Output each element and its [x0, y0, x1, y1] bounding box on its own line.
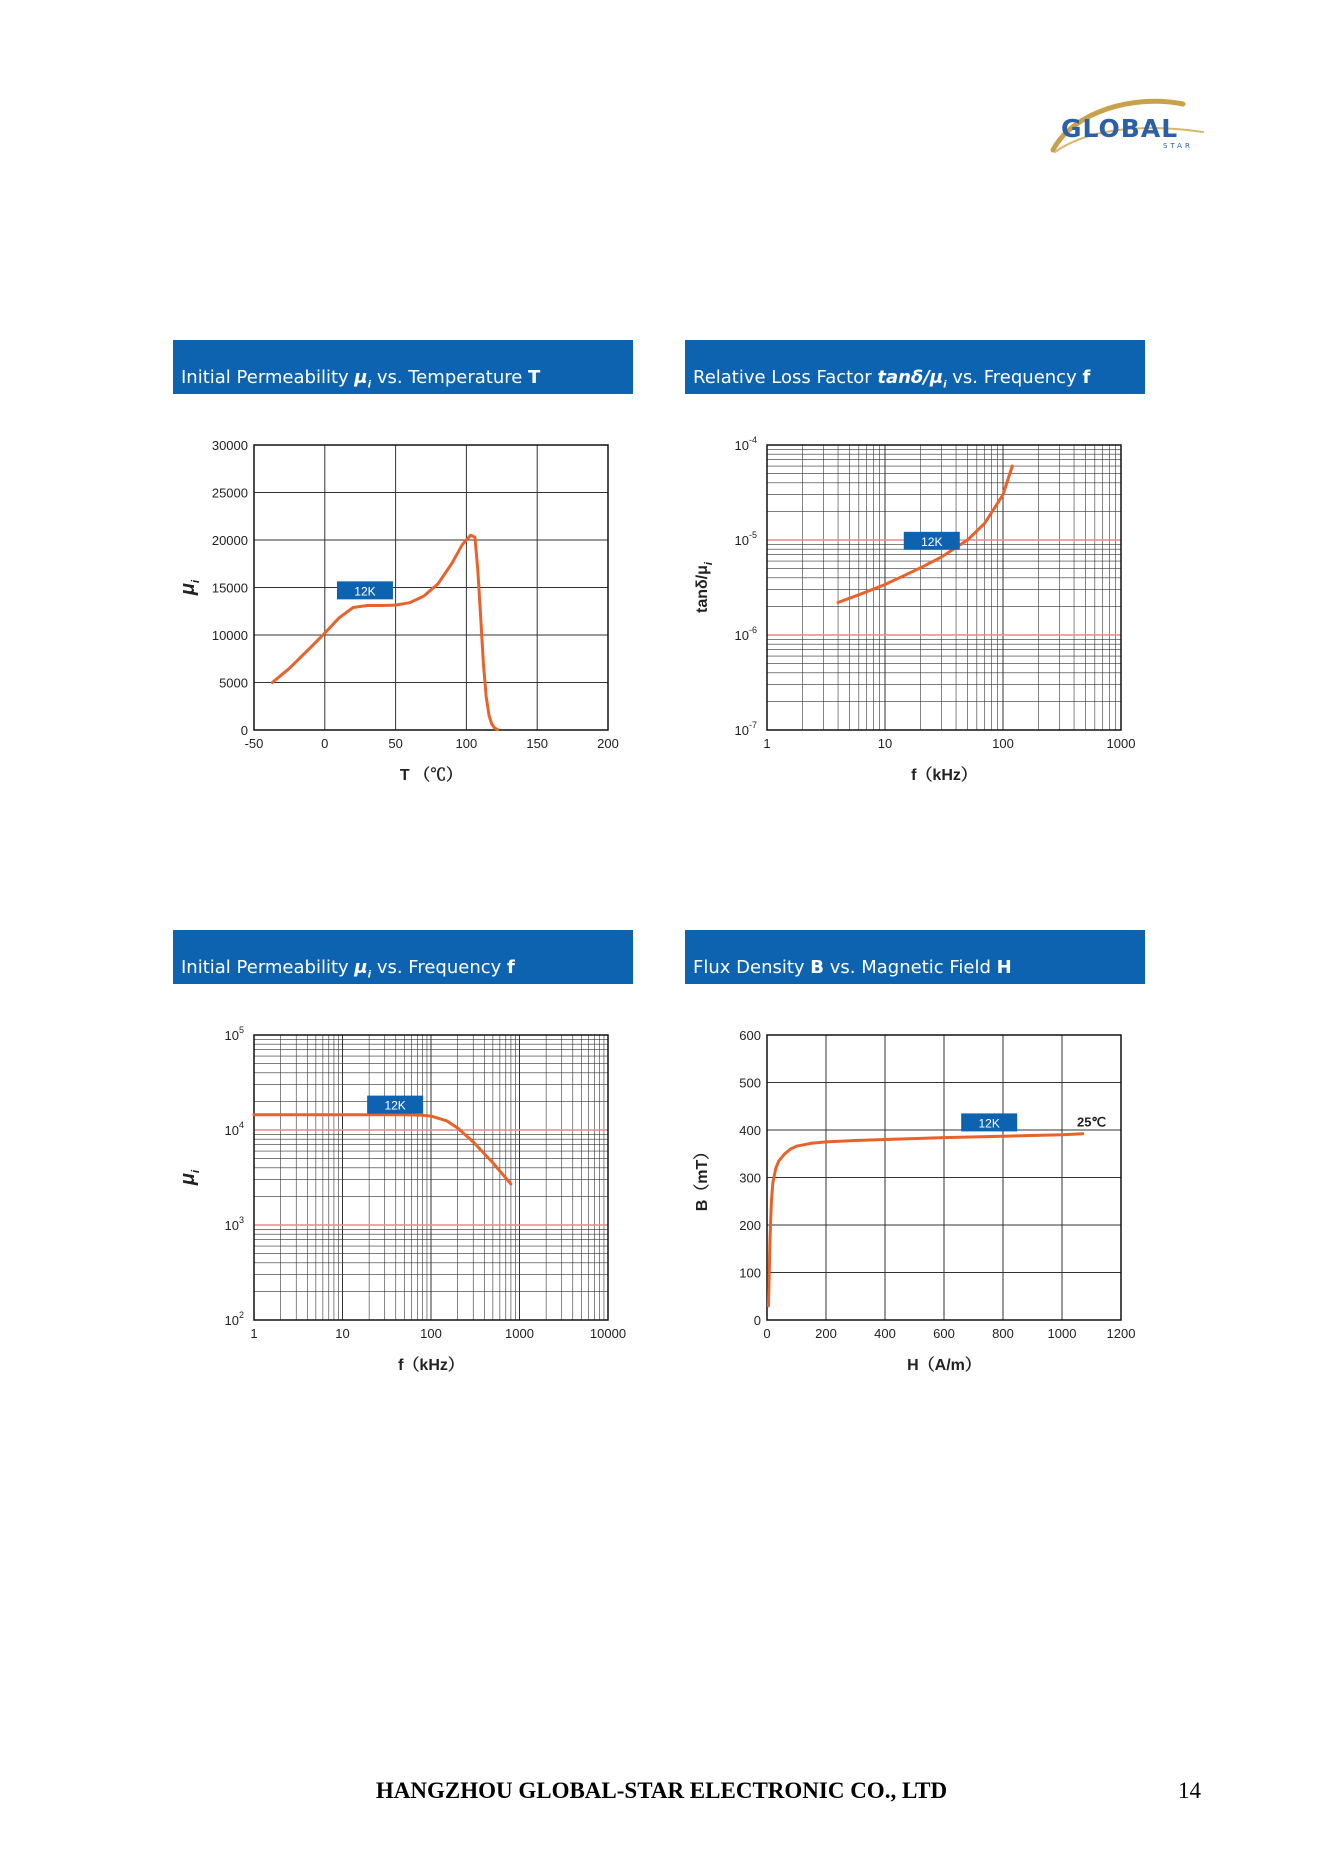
y-axis-label: B（mT） [694, 1143, 711, 1212]
series-badge-label: 12K [921, 534, 943, 549]
y-tick-label: 0 [240, 723, 248, 738]
x-tick-label: 0 [763, 1326, 771, 1341]
x-tick-label: 1000 [505, 1326, 534, 1341]
y-tick-label: $10^{-4}$ [734, 435, 757, 453]
x-tick-label: 1000 [1047, 1326, 1077, 1341]
page-number: 14 [1178, 1778, 1201, 1803]
y-tick-label: $10^5$ [224, 1025, 244, 1043]
y-tick-label: 30000 [211, 438, 248, 453]
y-tick-label: 25000 [211, 485, 248, 501]
y-tick-label: 0 [753, 1313, 761, 1328]
x-tick-label: 800 [992, 1326, 1014, 1341]
y-axis-label: $\mu_i$ [177, 579, 202, 596]
plot-area [767, 445, 1121, 730]
footer-company-name: HANGZHOU GLOBAL-STAR ELECTRONIC CO., LTD [375, 1778, 948, 1803]
y-tick-label: 400 [739, 1123, 761, 1138]
chart-title: Flux Density B vs. Magnetic Field H [693, 957, 1012, 978]
x-tick-label: 10 [877, 736, 893, 751]
y-tick-label: 600 [739, 1028, 761, 1043]
chart-title: Relative Loss Factor tanδ/$\mu_i$ vs. Frequency f [693, 367, 1091, 391]
x-tick-label: 10000 [589, 1326, 627, 1341]
x-tick-label: 1000 [1106, 736, 1136, 751]
logo-text: GLOBAL [1061, 114, 1179, 143]
x-tick-label: 100 [992, 736, 1014, 751]
x-tick-label: 100 [420, 1326, 442, 1341]
x-tick-label: 50 [388, 736, 403, 751]
x-tick-label: 10 [335, 1326, 350, 1341]
y-tick-label: 5000 [219, 675, 248, 691]
x-tick-label: 200 [815, 1326, 837, 1341]
curve-annotation: 25℃ [1076, 1114, 1107, 1130]
x-tick-label: 0 [321, 736, 329, 751]
y-tick-label: 300 [739, 1170, 761, 1186]
logo-subtext: STAR [1163, 142, 1193, 150]
x-axis-label: T （℃） [399, 767, 463, 784]
x-tick-label: 1 [250, 1326, 258, 1341]
y-tick-label: 500 [739, 1075, 761, 1091]
x-tick-label: 200 [597, 736, 619, 751]
y-axis-label: $\mu_i$ [177, 1169, 202, 1186]
y-tick-label: $10^3$ [224, 1215, 244, 1233]
y-tick-label: $10^4$ [224, 1120, 244, 1138]
x-tick-label: 1200 [1106, 1326, 1136, 1341]
y-tick-label: 20000 [211, 533, 248, 548]
x-tick-label: -50 [244, 736, 264, 751]
y-tick-label: $10^{-7}$ [734, 720, 757, 738]
y-tick-label: 15000 [211, 580, 248, 596]
x-tick-label: 1 [763, 736, 771, 751]
y-tick-label: 100 [739, 1265, 761, 1281]
x-axis-label: f（kHz） [911, 767, 977, 784]
x-tick-label: 100 [455, 736, 478, 751]
series-badge-label: 12K [354, 584, 376, 599]
x-tick-label: 600 [933, 1326, 955, 1341]
y-tick-label: $10^{-6}$ [734, 625, 757, 643]
series-badge-label: 12K [384, 1098, 406, 1113]
x-tick-label: 150 [526, 736, 549, 751]
y-axis-label: tanδ/$\mu_i$ [694, 562, 715, 613]
y-tick-label: $10^{-5}$ [734, 530, 757, 548]
chart-title: Initial Permeability $\mu_i$ vs. Frequency f [181, 957, 515, 981]
x-axis-label: H（A/m） [907, 1357, 981, 1374]
y-tick-label: 200 [739, 1218, 761, 1233]
x-tick-label: 400 [874, 1326, 896, 1341]
y-tick-label: 10000 [211, 628, 248, 643]
chart-title: Initial Permeability $\mu_i$ vs. Temperature T [181, 367, 541, 391]
series-badge-label: 12K [978, 1116, 1000, 1131]
y-tick-label: $10^2$ [224, 1310, 244, 1328]
x-axis-label: f（kHz） [398, 1357, 464, 1374]
